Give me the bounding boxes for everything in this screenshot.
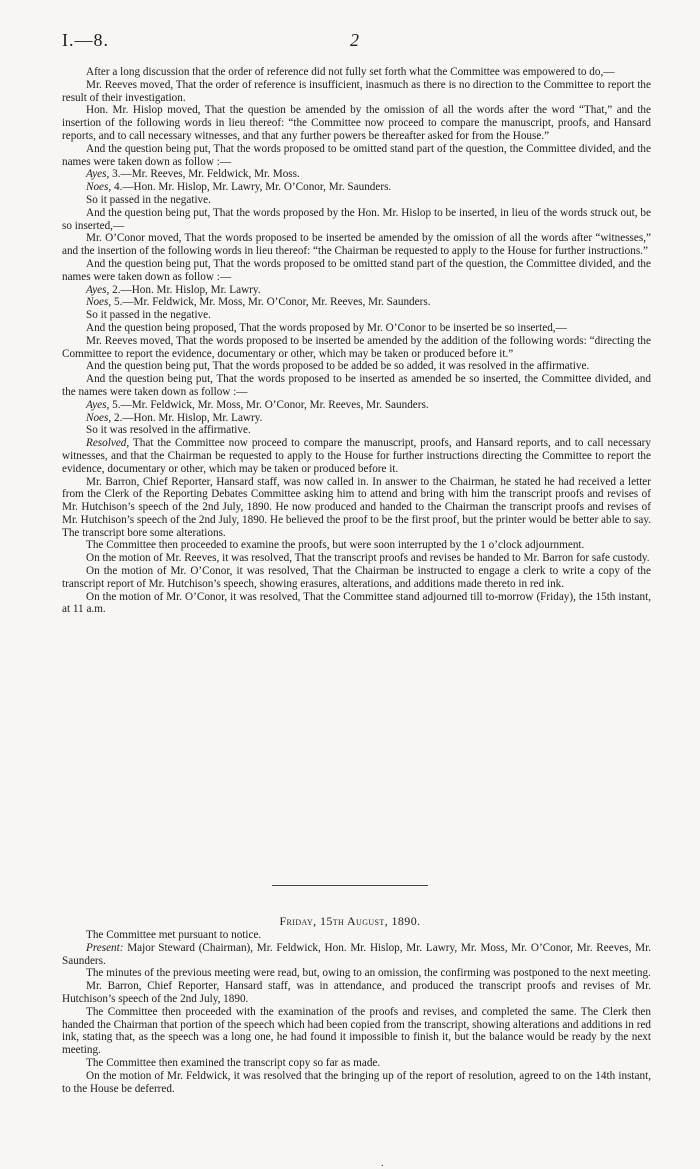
minute-paragraph: So it passed in the negative. xyxy=(86,309,211,322)
entry-text: 2.—Hon. Mr. Hislop, Mr. Lawry. xyxy=(111,411,263,424)
entry-text: 5.—Mr. Feldwick, Mr. Moss, Mr. O’Conor, Mr. Reeves, Mr. Saunders. xyxy=(111,296,431,309)
minute-paragraph: And the question being put, That the words proposed by the Hon. Mr. Hislop to be inserted, in lieu of the words struck out, be so inserted,— xyxy=(62,206,651,232)
minute-paragraph: And the question being put, That the words proposed to be omitted stand part of the question, the Committee divided, and the names were taken down as follow :— xyxy=(62,142,651,168)
entry-label: Noes, xyxy=(86,411,112,424)
minute-entry xyxy=(62,168,651,181)
page-number: 2 xyxy=(350,30,359,50)
minute-paragraph: The Committee then proceeded to examine the proofs, but were soon interrupted by the 1 o’clock adjournment. xyxy=(86,539,585,552)
entry-label: Resolved, xyxy=(86,437,130,450)
minute-paragraph: Mr. Reeves moved, That the words proposed to be inserted be amended by the addition of the following words: “directing the Committee to report the evidence, documentary or other, which may be taken or produced before it.” xyxy=(62,334,651,360)
entry-label: Noes, xyxy=(86,181,112,194)
entry-label: Noes, xyxy=(86,296,112,309)
entry-label: Ayes, xyxy=(86,168,110,181)
minute-paragraph: On the motion of Mr. O’Conor, it was resolved, That the Committee stand adjourned till to-morrow (Friday), the 15th instant, at 11 a.m. xyxy=(62,590,651,616)
minute-entry xyxy=(62,412,651,425)
minute-entry xyxy=(62,399,651,412)
entry-label: Present: xyxy=(86,941,124,954)
minute-paragraph: Mr. Barron, Chief Reporter, Hansard staff, was now called in. In answer to the Chairman, he stated he had received a letter from the Clerk of the Reporting Debates Committee asking him to attend and bring with him the transcript proofs and revises of Mr. Hutchison’s speech of the 2nd July, 1890. He now produced and handed to the Chairman the transcript proofs and revises of Mr. Hutchison’s speech of the 2nd July, 1890. He believed the proof to be the first proof, but the printer would be better able to say. The transcript bore some alterations. xyxy=(62,475,651,539)
minute-paragraph: So it passed in the negative. xyxy=(86,193,211,206)
session-day: Friday xyxy=(279,914,314,928)
entry-text: 3.—Mr. Reeves, Mr. Feldwick, Mr. Moss. xyxy=(109,168,300,181)
minute-paragraph: After a long discussion that the order of reference did not fully set forth what the Committee was empowered to do,— xyxy=(86,66,615,78)
minute-paragraph: So it was resolved in the affirmative. xyxy=(86,424,251,437)
entry-text: Major Steward (Chairman), Mr. Feldwick, Hon. Mr. Hislop, Mr. Lawry, Mr. Moss, Mr. O’Conor, Mr. Reeves, Mr. Saunders. xyxy=(62,941,651,967)
minute-paragraph: On the motion of Mr. Reeves, it was resolved, That the transcript proofs and revises be handed to Mr. Barron for safe custody. xyxy=(86,552,650,565)
footer-mark: . xyxy=(381,1158,384,1169)
entry-text: 2.—Hon. Mr. Hislop, Mr. Lawry. xyxy=(109,283,261,296)
page-header xyxy=(0,30,700,54)
minutes-block-14th xyxy=(62,66,651,616)
minute-paragraph: The Committee met pursuant to notice. xyxy=(86,929,262,941)
minute-paragraph: The Committee then examined the transcript copy so far as made. xyxy=(86,1056,381,1069)
entry-text: That the Committee now proceed to compare the manuscript, proofs, and Hansard reports, and to call necessary witnesses, and that the Chairman be requested to apply to the House for further instructions directing the Committee to report the evidence, documentary or other, which may be taken or produced before it. xyxy=(62,437,651,475)
minute-paragraph: The minutes of the previous meeting were read, but, owing to an omission, the confirming was postponed to the next meeting. xyxy=(86,967,651,980)
minute-paragraph: And the question being put, That the words proposed to be omitted stand part of the question, the Committee divided, and the names were taken down as follow :— xyxy=(62,257,651,283)
minute-entry xyxy=(62,296,651,309)
minute-entry xyxy=(62,437,651,475)
minute-paragraph: Mr. Barron, Chief Reporter, Hansard staff, was in attendance, and produced the transcript proofs and revises of Mr. Hutchison’s speech of the 2nd July, 1890. xyxy=(62,980,651,1005)
minutes-block-15th xyxy=(62,929,651,1095)
page-reference: I.—8. xyxy=(62,30,109,50)
entry-text: 4.—Hon. Mr. Hislop, Mr. Lawry, Mr. O’Conor, Mr. Saunders. xyxy=(111,181,392,194)
minute-paragraph: And the question being proposed, That the words proposed by Mr. O’Conor to be inserted be so inserted,— xyxy=(86,321,567,334)
entry-label: Ayes, xyxy=(86,283,110,296)
minute-paragraph: And the question being put, That the words proposed to be added be so added, it was resolved in the affirmative. xyxy=(86,360,590,373)
minute-entry xyxy=(62,181,651,194)
minute-paragraph: Mr. O’Conor moved, That the words proposed to be inserted be amended by the omission of all the words after “witnesses,” and the insertion of the following words in lieu thereof: “the Chairman be requested to apply to the House for further instructions.” xyxy=(62,232,651,258)
session-date: , 15th August, 1890. xyxy=(313,914,421,928)
minute-paragraph: Mr. Reeves moved, That the order of reference is insufficient, inasmuch as there is no direction to the Committee to report the result of their investigation. xyxy=(62,78,651,104)
minute-paragraph: And the question being put, That the words proposed to be inserted as amended be so inserted, the Committee divided, and the names were taken down as follow :— xyxy=(62,373,651,398)
minute-paragraph: On the motion of Mr. Feldwick, it was resolved that the bringing up of the report of resolution, agreed to on the 14th instant, to the House be deferred. xyxy=(62,1069,651,1095)
minute-paragraph: On the motion of Mr. O’Conor, it was resolved, That the Chairman be instructed to engage a clerk to write a copy of the transcript report of Mr. Hutchison’s speech, showing erasures, alterations, and additions made thereto in red ink. xyxy=(62,565,651,590)
section-divider xyxy=(272,885,428,886)
entry-label: Ayes, xyxy=(86,398,110,411)
minute-paragraph: Hon. Mr. Hislop moved, That the question be amended by the omission of all the words after the word “That,” and the insertion of the following words in lieu thereof: “the Committee now proceed to compare the manuscript, proofs, and Hansard reports, and to call necessary witnesses, and that any further powers be thereafter asked for from the House.” xyxy=(62,104,651,142)
minute-entry xyxy=(62,284,651,297)
session-date-heading xyxy=(0,914,700,929)
entry-text: 5.—Mr. Feldwick, Mr. Moss, Mr. O’Conor, Mr. Reeves, Mr. Saunders. xyxy=(109,398,429,411)
minute-entry xyxy=(62,942,651,968)
minute-paragraph: The Committee then proceeded with the examination of the proofs and revises, and completed the same. The Clerk then handed the Chairman that portion of the speech which had been copied from the transcript, showing alterations and additions in red ink, stating that, as the speech was a long one, he had found it impossible to finish it, but the balance would be ready by the next meeting. xyxy=(62,1005,651,1057)
